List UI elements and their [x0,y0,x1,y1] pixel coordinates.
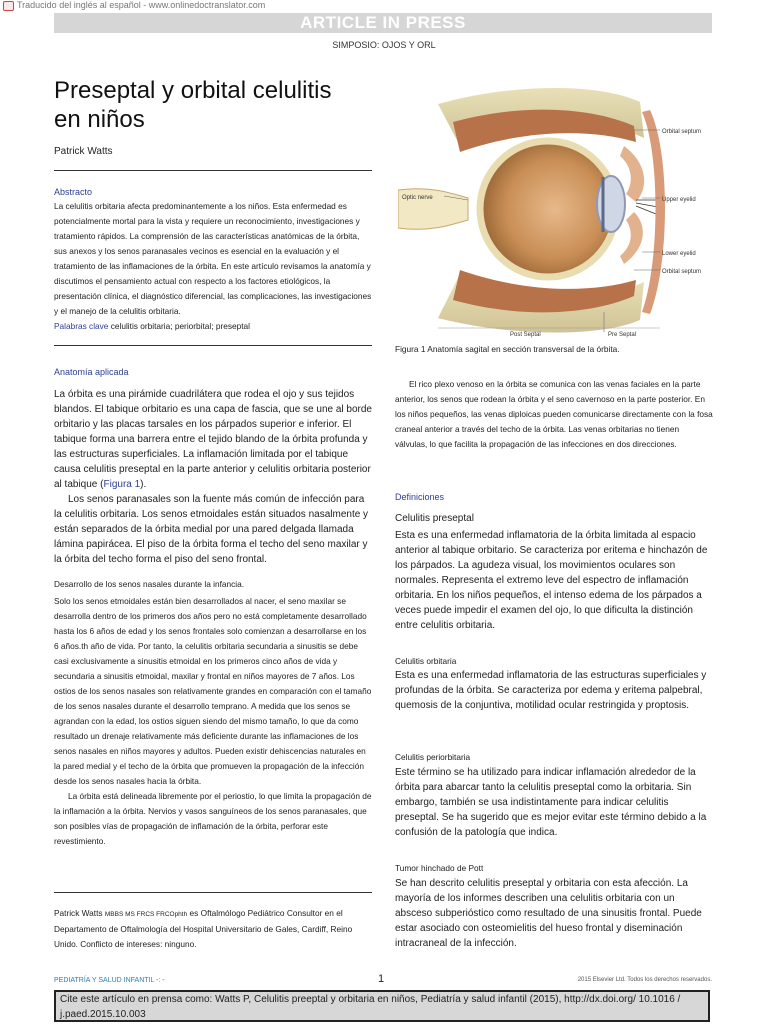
author-note [54,906,372,952]
abstract-text: La celulitis orbitaria afecta predominantemente a los niños. Esta enfermedad es potencialmente mortal para la vista y requiere un reconocimiento, investigaciones y tratamiento rápidos. La comprensión de las características anatómicas de la órbita, sus anexos y los senos paranasales vecinos es esencial en la evaluación y el tratamiento de las inflamaciones de la órbita. En este artículo revisamos la anatomía y discutimos el pensamiento actual con respecto a los factores etiológicos, la presentación clínica, el diagnóstico diferencial, las complicaciones, las investigaciones y el manejo de la celulitis orbitaria. [54,201,372,316]
orbit-illustration [398,82,708,340]
anatomy-paragraph-1: La órbita es una pirámide cuadrilátera que rodea el ojo y sus tejidos blandos. El tabique orbitario es una capa de fascia, que se une al borde orbitario y las placas tarsales en los párpados superior e inferior. El tabique forma una barrera entre el tejido blando de la órbita profunda y las estructuras superficiales. La inflamación limitada por el tabique causa celulitis preseptal en la parte anterior y celulitis orbitaria posterior al tabique (Figura 1). [54,389,372,490]
figure-1-orbit-anatomy [398,82,708,340]
periorbital-text: Este término se ha utilizado para indicar inflamación alrededor de la órbita para abarcar tanto la celulitis preseptal como la orbitaria. Sin embargo, también se usa indistintamente para indicar celulitis preseptal. Se ha sugerido que es mejor evitar este término debido a la confusión de la patología que indica. [395,767,707,838]
translator-notice[interactable]: Traducido del inglés al español - www.onlinedoctranslator.com [0,0,265,11]
pott-title: Tumor hinchado de Pott [395,863,484,873]
abstract-heading: Abstracto [54,187,93,197]
label-lower-eyelid: Lower eyelid [662,251,696,257]
periorbital-title: Celulitis periorbitaria [395,752,471,762]
translator-logo-icon [3,1,14,11]
preseptal-title: Celulitis preseptal [395,513,474,524]
symposium-label: SIMPOSIO: OJOS Y ORL [332,40,436,50]
sinus-dev-section [54,594,372,849]
label-orbital-septum-bottom: Orbital septum [662,269,702,275]
anatomy-paragraph-2: Los senos paranasales son la fuente más común de infección para la celulitis orbitaria. Los senos etmoidales están situados nasalmente y están separados de la órbita medial por una pared delgada llamada lámina papirácea. El piso de la órbita forma el techo del seno maxilar y la órbita del techo forma el piso del seno frontal. [54,494,369,565]
author-note-name: Patrick Watts [54,908,103,918]
venous-paragraph: El rico plexo venoso en la órbita se comunica con las venas faciales en la parte anterior, los senos que rodean la órbita y el seno cavernoso en la parte posterior. En los niños pequeños, las venas diploicas pueden comunicarse directamente con la fosa craneal anterior a través del techo de la órbita. Las venas orbitarias no tienen válvulas, lo que facilita la propagación de las infecciones en dos direcciones. [395,379,713,449]
figure-1-caption: Figura 1 Anatomía sagital en sección transversal de la órbita. [395,344,620,354]
divider [54,170,372,171]
anatomy-section [54,387,372,567]
article-title: Preseptal y orbital celulitis en niños [54,77,332,133]
anatomy-heading: Anatomía aplicada [54,367,129,377]
citation-box: Cite este artículo en prensa como: Watts P, Celulitis preeptal y orbitaria en niños, Pediatría y salud infantil (2015), http://dx.doi.org/ 10.1016 / j.paed.2015.10.003 [54,990,710,1022]
article-in-press-banner: ARTICLE IN PRESS [54,13,712,33]
definitions-heading: Definiciones [395,492,445,502]
label-orbital-septum-top: Orbital septum [662,129,702,135]
author-note-text: es Oftalmólogo Pediátrico Consultor en el Departamento de Oftalmología del Hospital Universitario de Gales, Cardiff, Reino Unido. Conflicto de intereses: ninguno. [54,908,353,949]
orbital-text: Esta es una enfermedad inflamatoria de las estructuras superficiales y profundas de la órbita. Se caracteriza por edema y eritema palpebral, quemosis de la conjuntiva, motilidad ocular restringida y proptosis. [395,670,707,711]
keywords [54,321,250,331]
label-pre-septal: Pre Septal [608,332,637,338]
keywords-value: celulitis orbitaria; periorbital; preseptal [110,321,251,331]
journal-footer: PEDIATRÍA Y SALUD INFANTIL -: - [54,977,165,984]
sinus-dev-heading: Desarrollo de los senos nasales durante la infancia. [54,579,245,589]
label-post-septal: Post Septal [510,332,541,338]
orbital-title: Celulitis orbitaria [395,656,457,666]
author-credentials: MBBS MS FRCS FRCOphth [104,911,188,918]
figure-1-link[interactable]: Figura 1 [103,479,141,490]
pott-text: Se han descrito celulitis preseptal y orbitaria con esta afección. La mayoría de los informes describen una celulitis orbitaria con un absceso subperióstico como resultado de una sinusitis frontal. Puede estar asociado con osteomielitis del hueso frontal y diseminación intracraneal de la infección. [395,878,702,949]
label-upper-eyelid: Upper eyelid [662,197,696,203]
page-number: 1 [378,973,385,985]
divider [54,892,372,893]
label-optic-nerve: Optic nerve [402,195,433,201]
preseptal-text: Esta es una enfermedad inflamatoria de la órbita limitada al espacio anterior al tabique orbitario. Se caracteriza por eritema e hinchazón de los párpados. La agudeza visual, los movimientos oculares son normales. Representa el extremo leve del espectro de inflamación orbitaria. En los niños pequeños, el intenso edema de los párpados a veces puede impedir el examen del ojo, lo que dificulta la distinción entre celulitis orbitaria. [395,530,708,631]
copyright: 2015 Elsevier Ltd. Todos los derechos reservados. [577,977,712,983]
sinus-dev-paragraph-1: Solo los senos etmoidales están bien desarrollados al nacer, el seno maxilar se desarrolla dentro de los primeros dos años pero no está completamente desarrollado hasta los 6 años de edad y los senos frontales solo comienzan a desarrollarse en los 6 años.th año de vida. Por tanto, la celulitis orbitaria secundaria a sinusitis se debe casi exclusivamente a sinusitis etmoidal en los primeros cinco años de vida y secundaria a sinusitis etmoidal, maxilar y frontal en niños mayores de 7 años. Los ostios de los senos nasales son relativamente grandes en comparación con el tamaño de los senos nasales durante el desarrollo temprano. A medida que los senos se agrandan con la edad, los ostios siguen siendo del mismo tamaño, lo que da como resultado un drenaje relativamente más deficiente durante las inflamaciones de los senos nasales en niños mayores y adultos. Pueden existir dehiscencias naturales en la pared medial y el techo de la órbita que promueven la propagación de la infección desde los senos nasales hacia la órbita. [54,596,372,786]
divider [54,345,372,346]
sinus-dev-paragraph-2: La órbita está delineada libremente por el periostio, lo que limita la propagación de la inflamación a la órbita. Nervios y vasos sanguíneos de los senos paranasales, que son posibles vías de propagación de inflamación de la órbita, perforar este revestimiento. [54,791,372,846]
author-name: Patrick Watts [54,146,113,157]
keywords-label: Palabras clave [54,321,109,331]
